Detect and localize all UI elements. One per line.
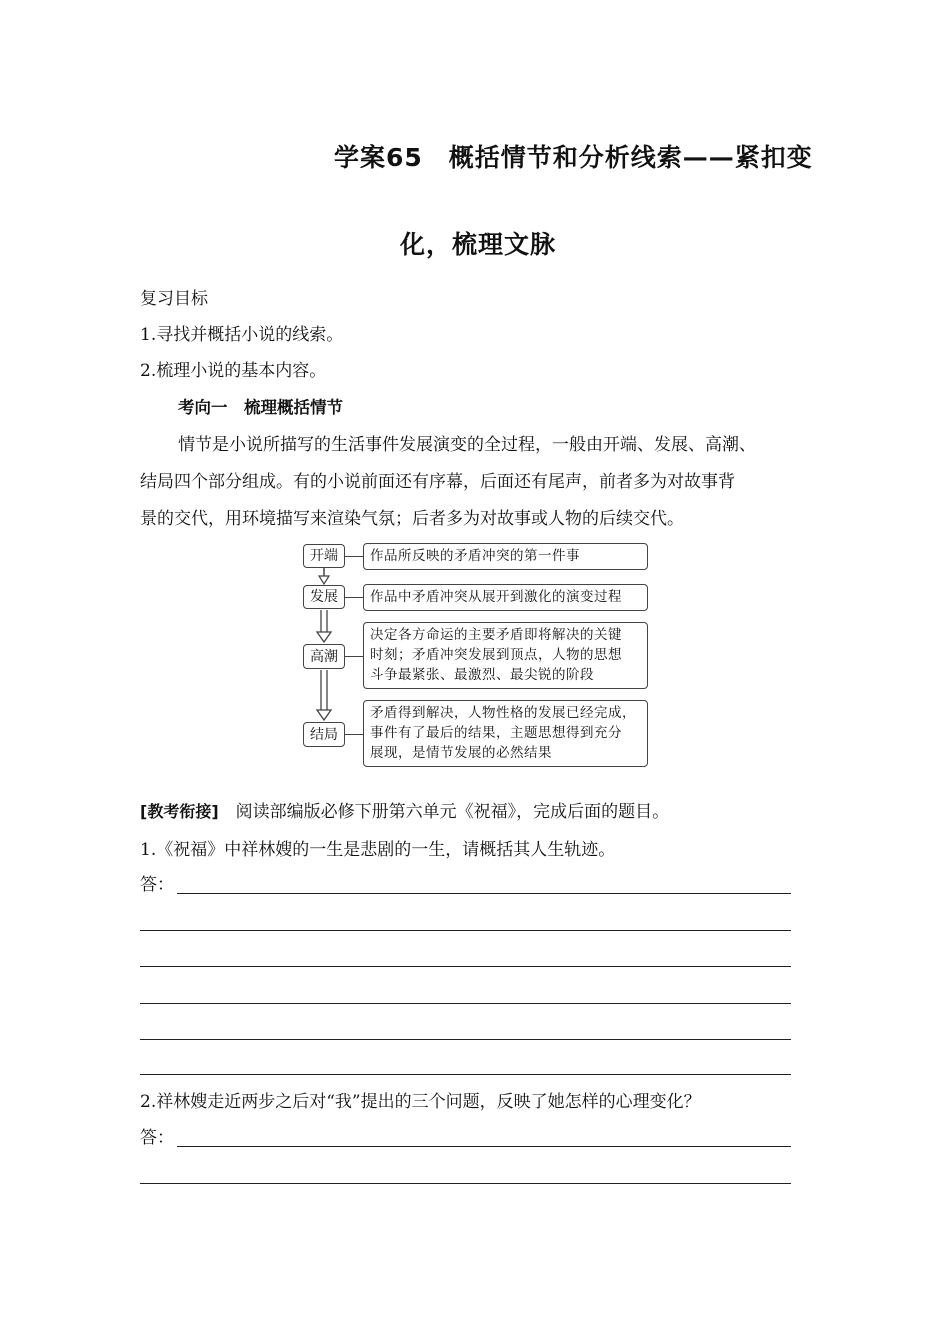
stage-desc-opening	[363, 543, 648, 570]
connector-line	[345, 597, 363, 598]
stage-label-opening	[303, 544, 345, 568]
direction-heading: 考向一 梳理概括情节	[178, 398, 343, 417]
teaching-link	[140, 802, 669, 822]
connector-line	[345, 734, 363, 735]
stage-desc-development	[363, 584, 648, 611]
title-line-1: 学案65 概括情节和分析线索——紧扣变	[334, 143, 813, 172]
answer-line[interactable]	[177, 1146, 791, 1147]
stage-label-development	[303, 585, 345, 609]
teaching-link-tag: [教考衔接]	[140, 802, 219, 821]
down-arrow-icon	[315, 610, 333, 644]
connector-line	[345, 556, 363, 557]
answer-label-2: 答：	[140, 1128, 174, 1148]
paragraph-line-3: 景的交代，用环境描写来渲染气氛；后者多为对故事或人物的后续交代。	[140, 509, 684, 529]
stage-desc-text: 决定各方命运的主要矛盾即将解决的关键	[370, 627, 622, 643]
stage-label-text: 发展	[310, 589, 338, 605]
answer-label-1: 答：	[140, 875, 174, 895]
down-arrow-icon	[315, 670, 333, 722]
stage-label-text: 结局	[310, 726, 338, 743]
objective-item-2: 2.梳理小说的基本内容。	[140, 361, 327, 381]
stage-desc-climax	[363, 622, 648, 689]
stage-desc-text: 矛盾得到解决，人物性格的发展已经完成，	[370, 705, 636, 721]
stage-desc-ending	[363, 700, 648, 767]
stage-label-climax	[303, 644, 345, 669]
stage-desc-text: 作品所反映的矛盾冲突的第一件事	[370, 548, 580, 564]
answer-line[interactable]	[140, 1074, 791, 1075]
title-line-2: 化，梳理文脉	[400, 230, 557, 259]
answer-line[interactable]	[140, 930, 791, 931]
down-arrow-icon	[316, 568, 332, 586]
stage-label-text: 开端	[310, 548, 338, 564]
answer-line[interactable]	[140, 1039, 791, 1040]
stage-label-text: 高潮	[310, 648, 338, 665]
paragraph-line-2: 结局四个部分组成。有的小说前面还有序幕，后面还有尾声，前者多为对故事背	[140, 472, 735, 492]
paragraph-line-1: 情节是小说所描写的生活事件发展演变的全过程，一般由开端、发展、高潮、	[178, 435, 756, 455]
objective-item-1: 1.寻找并概括小说的线索。	[140, 325, 344, 345]
answer-line[interactable]	[177, 893, 791, 894]
answer-line[interactable]	[140, 966, 791, 967]
stage-desc-text: 作品中矛盾冲突从展开到激化的演变过程	[370, 589, 622, 605]
connector-line	[345, 656, 363, 657]
stage-desc-text: 斗争最紧张、最激烈、最尖锐的阶段	[370, 667, 594, 683]
stage-desc-text: 时刻；矛盾冲突发展到顶点，人物的思想	[370, 647, 622, 663]
answer-line[interactable]	[140, 1183, 791, 1184]
stage-desc-text: 事件有了最后的结果，主题思想得到充分	[370, 725, 622, 741]
question-1: 1.《祝福》中祥林嫂的一生是悲剧的一生，请概括其人生轨迹。	[140, 840, 616, 860]
question-2: 2.祥林嫂走近两步之后对“我”提出的三个问题，反映了她怎样的心理变化？	[140, 1092, 701, 1112]
objectives-heading: 复习目标	[140, 289, 208, 309]
teaching-link-text: 阅读部编版必修下册第六单元《祝福》，完成后面的题目。	[218, 802, 670, 822]
stage-desc-text: 展现，是情节发展的必然结果	[370, 745, 552, 761]
answer-line[interactable]	[140, 1003, 791, 1004]
stage-label-ending	[303, 722, 345, 747]
